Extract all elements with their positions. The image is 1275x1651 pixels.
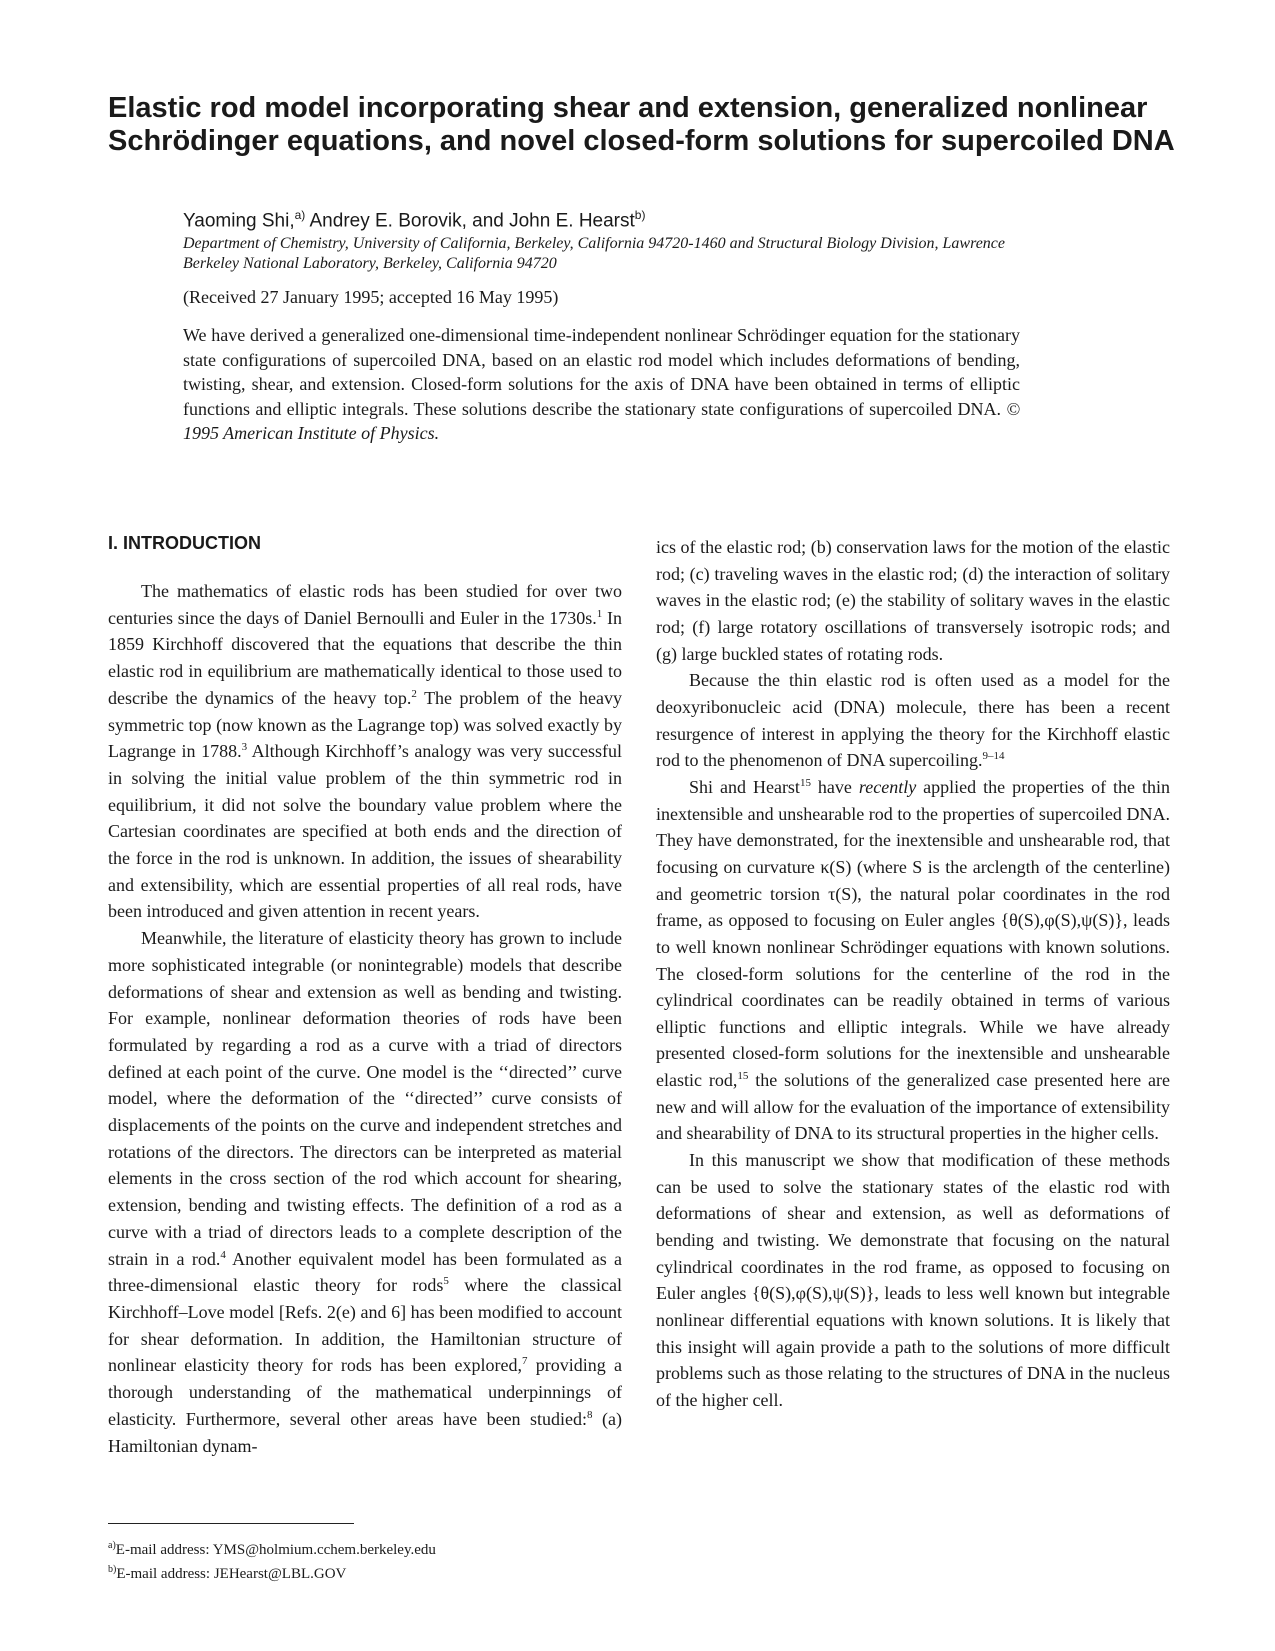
left-column: [108, 532, 622, 1459]
reference-marker: 15: [799, 776, 811, 789]
abstract: [183, 323, 1020, 446]
copyright-notice: © 1995 American Institute of Physics.: [183, 398, 1021, 444]
author-list: [183, 208, 1083, 232]
author-borovik-hearst: Andrey E. Borovik, and John E. Hearst: [305, 210, 635, 232]
paragraph-2-text: providing a thorough understanding of the mathematical underpinnings of elasticity. Furthermore, several other areas have been studied:: [108, 1355, 622, 1429]
paragraph-2-text: (a) Hamiltonian dynam-: [108, 1408, 623, 1456]
reference-marker: 8: [587, 1408, 593, 1421]
emphasis: recently: [858, 776, 917, 797]
paragraph-4-text: have: [810, 776, 859, 797]
footnotes: [108, 1536, 608, 1584]
reference-marker: 3: [241, 741, 248, 754]
footnote-mark: b): [108, 1564, 117, 1575]
paragraph-1: [108, 578, 622, 925]
affiliation: Department of Chemistry, University of California, Berkeley, California 94720-1460 and Structural Biology Division, Lawrence Berkeley National Laboratory, Berkeley, California 94720: [183, 235, 1005, 272]
author-shi: Yaoming Shi,: [183, 210, 295, 232]
paragraph-1-text: Although Kirchhoff’s analogy was very successful in solving the initial value problem of the thin symmetric rod in equilibrium, it did not solve the boundary value problem where the Cartesian coordinates are specified at both ends and the direction of the force in the rod is unknown. In addition, the issues of shearability and extensibility, which are essential properties of all real rods, have been introduced and given attention in recent years.: [108, 741, 622, 922]
paragraph-4-text: applied the properties of the thin inextensible and unshearable rod to the properties of supercoiled DNA. They have demonstrated, for the inextensible and unshearable rod, that focusing on curvature κ(S) (where S is the arclength of the centerline) and geometric torsion τ(S), the natural polar coordinates in the rod frame, as opposed to focusing on Euler angles {θ(S),φ(S),ψ(S)}, leads to well known nonlinear Schrödinger equations with known solutions. The closed-form solutions for the centerline of the rod in the cylindrical coordinates can be readily obtained in terms of various elliptic functions and elliptic integrals. While we have already presented closed-form solutions for the inextensible and unshearable elastic rod,: [656, 776, 1171, 1091]
paragraph-3-text: Because the thin elastic rod is often used as a model for the deoxyribonucleic acid (DNA) molecule, there has been a recent resurgence of interest in applying the theory for the Kirchhoff elastic rod to the phenomenon of DNA supercoiling.: [656, 670, 1170, 771]
received-dates: (Received 27 January 1995; accepted 16 May 1995): [183, 287, 559, 307]
author-shi-mark: a): [294, 208, 306, 222]
paragraph-2-text: Meanwhile, the literature of elasticity theory has grown to include more sophisticated integrable (or nonintegrable) models that describe deformations of shear and extension as well as bending and twisting. For example, nonlinear deformation theories of rods have been formulated by regarding a rod as a curve with a triad of directors defined at each point of the curve. One model is the ‘‘directed’’ curve model, where the deformation of the ‘‘directed’’ curve consists of displacements of the points on the curve and independent stretches and rotations of the directors. The directors can be interpreted as material elements in the cross section of the rod which account for shearing, extension, bending and twisting effects. The definition of a rod as a curve with a triad of directors leads to a complete description of the strain in a rod.: [108, 928, 622, 1269]
paragraph-4: [656, 774, 1170, 1147]
footnote-b: [108, 1560, 608, 1584]
paragraph-4-text: the solutions of the generalized case presented here are new and will allow for the evaluation of the importance of extensibility and shearability of DNA to its structural properties in the higher cells.: [656, 1070, 1170, 1144]
footnote-text: E-mail address: YMS@holmium.cchem.berkeley.edu: [115, 1542, 436, 1558]
paragraph-3: [656, 667, 1170, 774]
paragraph-1-text: The problem of the heavy symmetric top (now known as the Lagrange top) was solved exactly by Lagrange in 1788.: [108, 687, 622, 762]
abstract-text: We have derived a generalized one-dimensional time-independent nonlinear Schrödinger equation for the stationary state configurations of supercoiled DNA, based on an elastic rod model which includes deformations of bending, twisting, shear, and extension. Closed-form solutions for the axis of DNA have been obtained in terms of elliptic functions and elliptic integrals. These solutions describe the stationary state configurations of supercoiled DNA.: [183, 325, 1020, 419]
reference-marker: 7: [522, 1355, 528, 1368]
footnote-text: E-mail address: JEHearst@LBL.GOV: [116, 1566, 347, 1582]
footnote-mark: a): [108, 1540, 116, 1551]
reference-marker: 9–14: [982, 750, 1005, 763]
right-column: [656, 534, 1170, 1414]
section-heading: I. INTRODUCTION: [108, 533, 261, 553]
paragraph-1-text: In 1859 Kirchhoff discovered that the equations that describe the thin elastic rod in equilibrium are mathematically identical to those used to describe the dynamics of the heavy top.: [108, 607, 622, 708]
paragraph-2-text: Another equivalent model has been formulated as a three-dimensional elastic theory for rods: [108, 1248, 622, 1296]
reference-marker: 5: [443, 1275, 449, 1288]
paragraph-2-text: where the classical Kirchhoff–Love model [Refs. 2(e) and 6] has been modified to account for shear deformation. In addition, the Hamiltonian structure of nonlinear elasticity theory for rods has been explored,: [108, 1275, 622, 1376]
footnote-divider: [108, 1523, 354, 1524]
paragraph-4-text: Shi and Hearst: [689, 776, 800, 797]
paragraph-2: [108, 925, 622, 1459]
reference-marker: 4: [220, 1248, 226, 1261]
footnote-a: [108, 1536, 608, 1560]
reference-marker: 1: [596, 607, 603, 620]
paragraph-2-continued: ics of the elastic rod; (b) conservation laws for the motion of the elastic rod; (c) traveling waves in the elastic rod; (d) the interaction of solitary waves in the elastic rod; (e) the stability of solitary waves in the elastic rod; (f) large rotatory oscillations of transversely isotropic rods; and (g) large buckled states of rotating rods.: [656, 537, 1170, 664]
paragraph-1-text: The mathematics of elastic rods has been studied for over two centuries since the days of Daniel Bernoulli and Euler in the 1730s.: [108, 581, 622, 628]
author-hearst-mark: b): [634, 208, 646, 222]
paper-title: Elastic rod model incorporating shear and extension, generalized nonlinear Schrödinger equations, and novel closed-form solutions for supercoiled DNA: [108, 92, 1175, 157]
reference-marker: 15: [737, 1070, 749, 1083]
reference-marker: 2: [411, 687, 417, 700]
paragraph-5: In this manuscript we show that modification of these methods can be used to solve the stationary states of the elastic rod with deformations of shear and extension, as well as deformations of bending and twisting. We demonstrate that focusing on the natural cylindrical coordinates in the rod frame, as opposed to focusing on Euler angles {θ(S),φ(S),ψ(S)}, leads to less well known but integrable nonlinear differential equations with known solutions. It is likely that this insight will again provide a path to the solutions of more difficult problems such as those relating to the structures of DNA in the nucleus of the higher cell.: [656, 1150, 1170, 1410]
